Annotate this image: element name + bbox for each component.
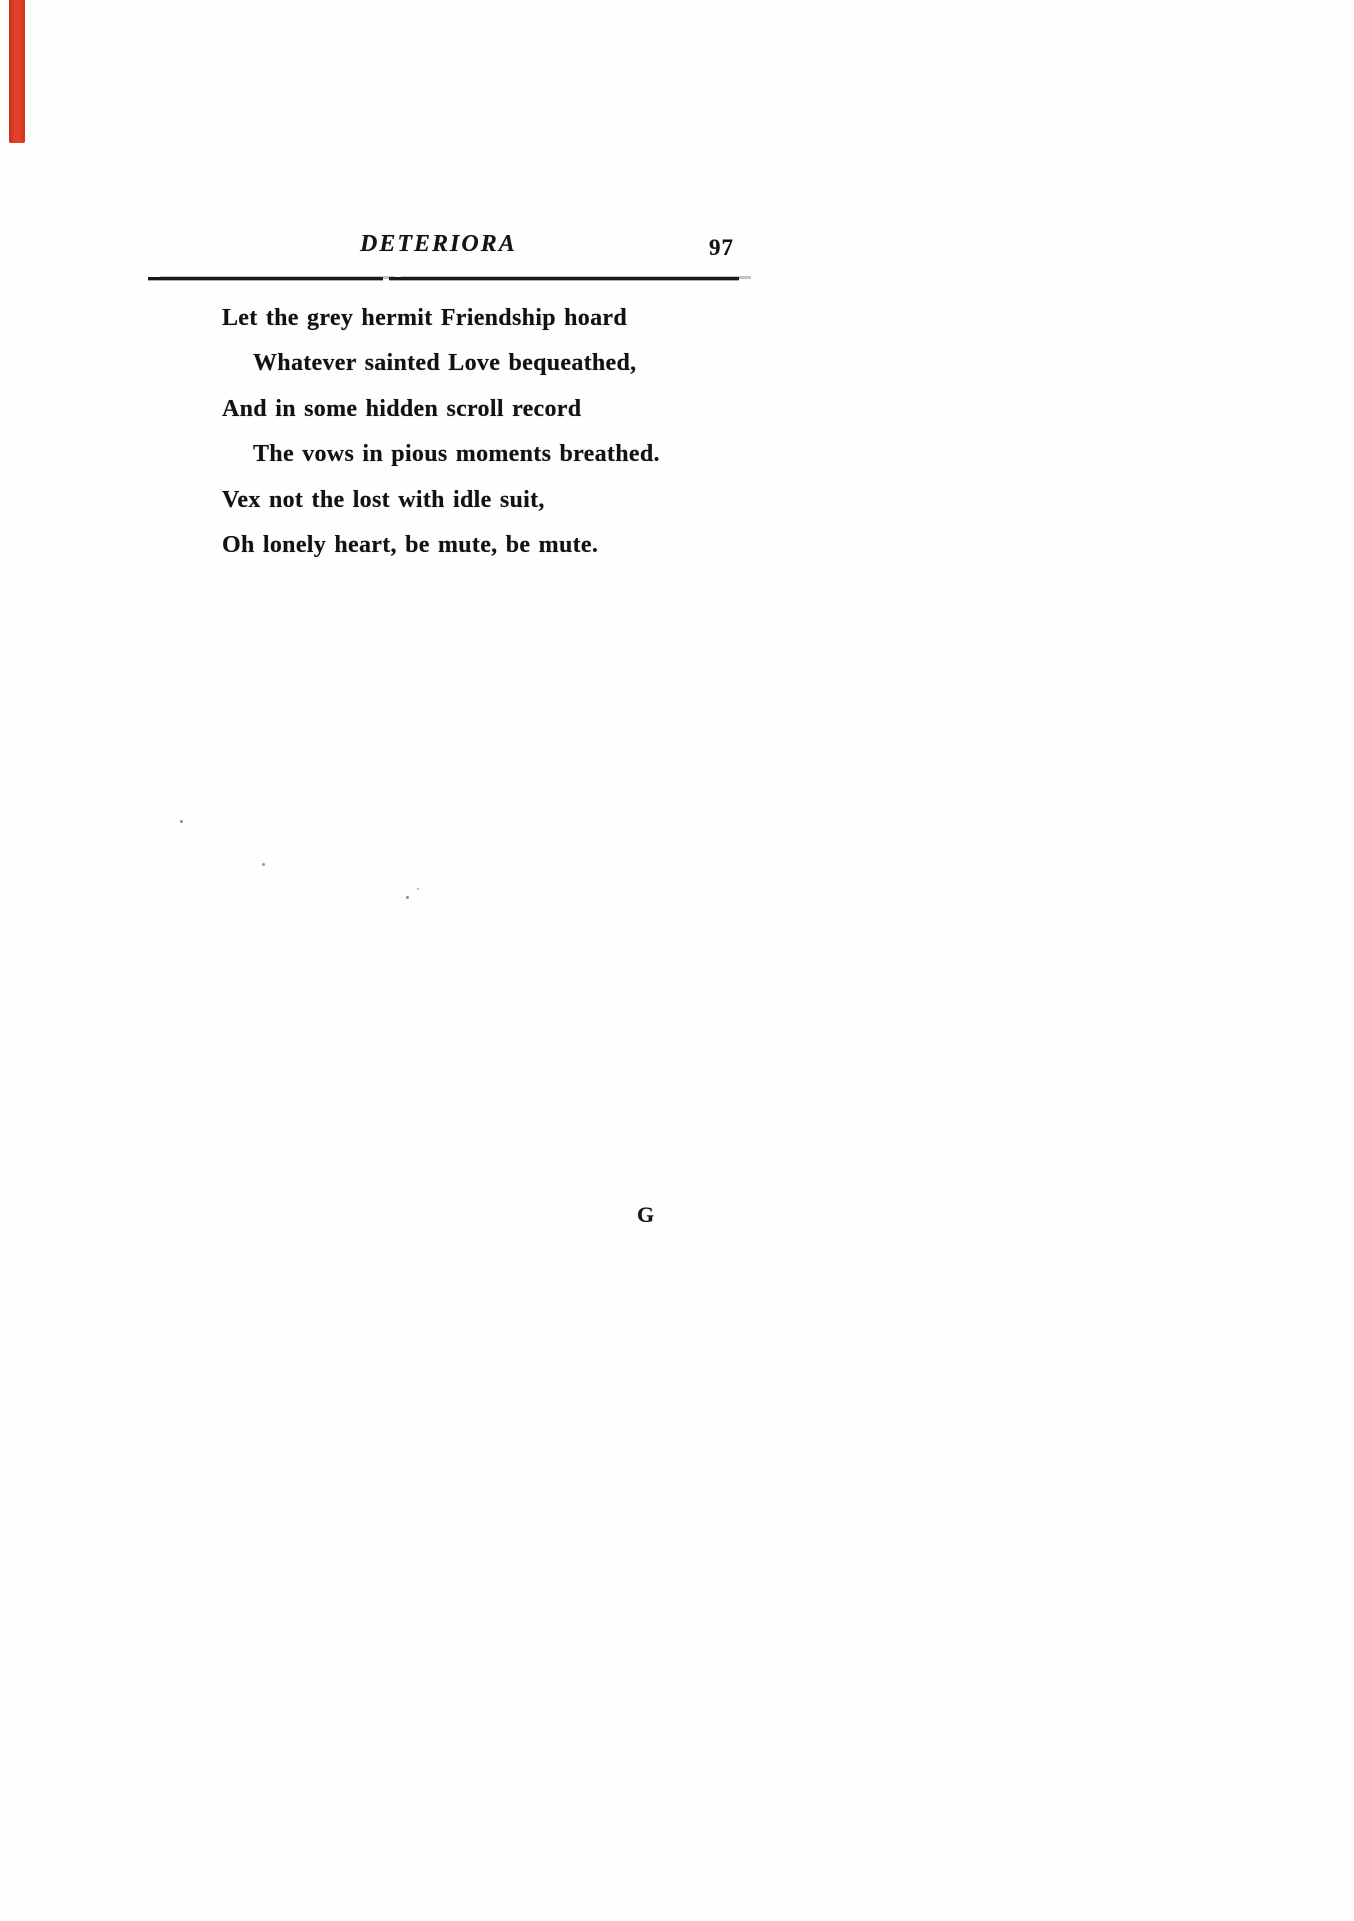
- printers-signature-mark: G: [637, 1202, 655, 1227]
- header-rule-left-segment: [148, 277, 383, 280]
- poem-line: Whatever sainted Love bequeathed,: [253, 350, 637, 377]
- poem-stanza: [222, 296, 842, 568]
- poem-line: And in some hidden scroll record: [222, 395, 582, 422]
- poem-line: Vex not the lost with idle suit,: [222, 486, 545, 513]
- red-edge-mark-artifact: [9, 0, 25, 143]
- scan-speck: [180, 820, 183, 823]
- scan-speck: [262, 863, 265, 866]
- running-header-title: DETERIORA: [360, 231, 517, 257]
- poem-line: The vows in pious moments breathed.: [253, 441, 660, 468]
- header-rule-right-segment: [389, 277, 739, 280]
- poem-line: Oh lonely heart, be mute, be mute.: [222, 531, 599, 558]
- page-number: 97: [709, 235, 734, 260]
- poem-line: Let the grey hermit Friendship hoard: [222, 305, 627, 331]
- scan-speck: [417, 888, 419, 890]
- scan-speck: [406, 896, 409, 899]
